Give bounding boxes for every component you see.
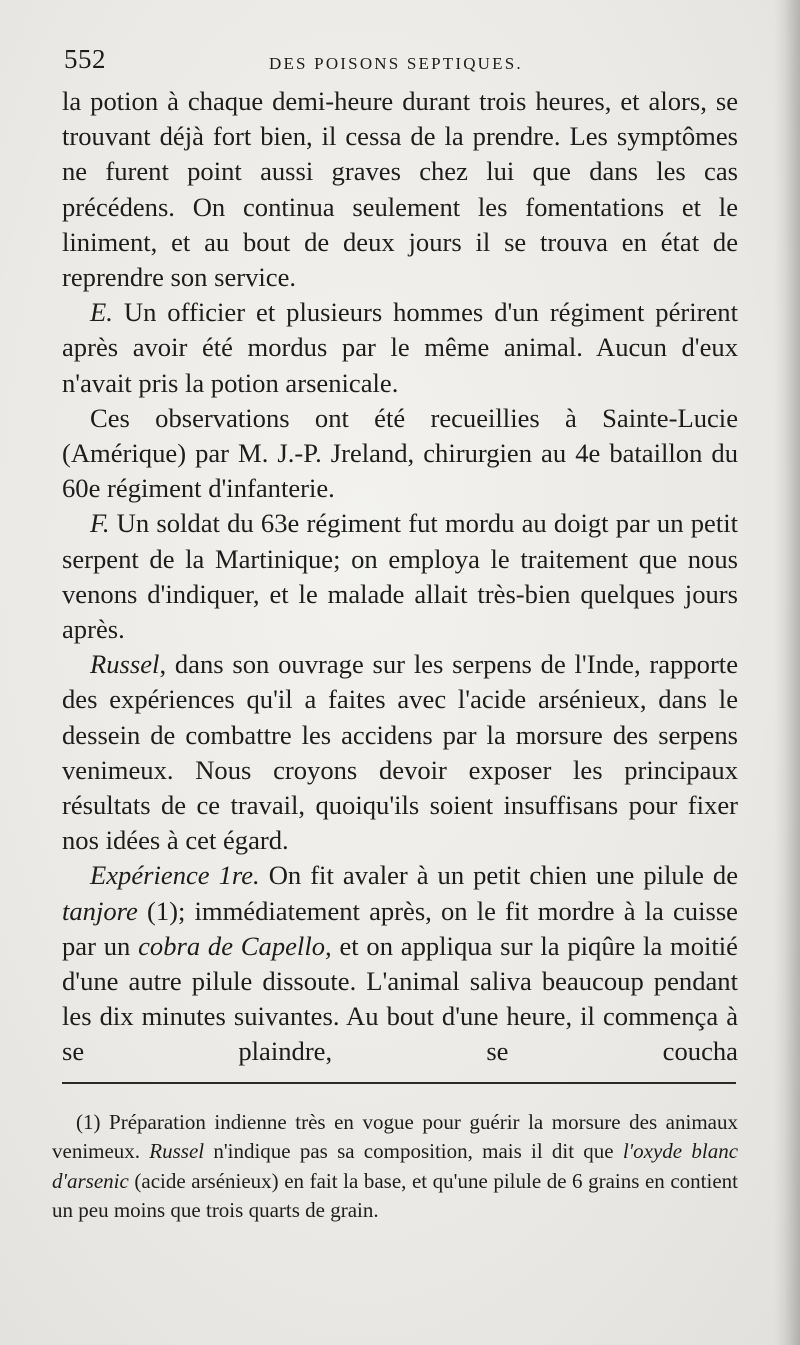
footnote-paragraph (52, 1108, 738, 1226)
footnote-author-name: Russel (149, 1139, 205, 1164)
author-name: Russel (90, 649, 160, 680)
paragraph-russel (62, 647, 738, 858)
paragraph-text-b: (1); immédiatement après, on le fit mordre à la cuisse par un (62, 895, 738, 961)
paragraph-text: Ces observations ont été recueillies à Sainte-Lucie (Amérique) par M. J.-P. Jreland, chirurgien au 4e bataillon du 60e régiment d'infanterie. (62, 402, 738, 504)
paragraph-observations (62, 401, 738, 507)
page-header (64, 40, 744, 80)
paragraph-experience-1 (62, 858, 738, 1069)
page-edge-shadow (774, 0, 800, 1345)
running-head: DES POISONS SEPTIQUES. (269, 54, 523, 73)
footnote-text-b: n'indique pas sa composition, mais il dit que (213, 1139, 614, 1164)
footnote-rule (62, 1082, 736, 1084)
page-number: 552 (64, 44, 106, 74)
experience-label: Expérience 1re. (90, 860, 260, 891)
tanjore-term: tanjore (62, 895, 138, 926)
footnote-marker: (1) (76, 1110, 101, 1134)
paragraph-text: Un officier et plusieurs hommes d'un régiment périrent après avoir été mordus par le même animal. Aucun d'eux n'avait pris la potion arsenicale. (62, 297, 738, 398)
footnote (52, 1108, 738, 1226)
paragraph-text-c: et on appliqua sur la piqûre la moitié d'une autre pilule dissoute. L'animal saliva beaucoup pendant les dix minutes suivantes. Au bout d'une heure, il commença à se plaindre, se coucha (62, 930, 738, 1067)
footnote-oxyde-term: l'oxyde blanc d'arsenic (52, 1139, 739, 1193)
paragraph-continuation (62, 84, 738, 295)
paragraph-text: la potion à chaque demi-heure durant trois heures, et alors, se trouvant déjà fort bien, il cessa de la prendre. Les symptômes ne furent point aussi graves chez lui que dans les cas précédens. On continua seulement les fomentations et le liniment, et au bout de deux jours il se trouva en état de reprendre son service. (62, 86, 738, 293)
footnote-text-c: (acide arsénieux) en fait la base, et qu'une pilule de 6 grains en contient un peu moins que trois quarts de grain. (52, 1168, 739, 1223)
body-text (62, 84, 738, 1070)
paragraph-case-f (62, 506, 738, 647)
paragraph-case-e (62, 295, 738, 401)
paragraph-text: , dans son ouvrage sur les serpens de l'Inde, rapporte des expériences qu'il a faites avec l'acide arsénieux, dans le dessein de combattre les accidens par la morsure des serpens venimeux. Nous croyons devoir exposer les principaux résultats de ce travail, quoiqu'ils soient insuffisans pour fixer nos idées à cet égard. (62, 649, 738, 856)
paragraph-text: Un soldat du 63e régiment fut mordu au doigt par un petit serpent de la Martinique; on employa le traitement que nous venons d'indiquer, et le malade allait très-bien quelques jours après. (62, 508, 738, 645)
case-label-f: F. (90, 508, 110, 539)
footnote-text-a: Préparation indienne très en vogue pour guérir la morsure des animaux venimeux. (52, 1110, 738, 1164)
paragraph-text-a: On fit avaler à un petit chien une pilule de (268, 860, 738, 891)
case-label-e: E. (90, 297, 113, 328)
cobra-term: cobra de Capello, (138, 930, 332, 961)
